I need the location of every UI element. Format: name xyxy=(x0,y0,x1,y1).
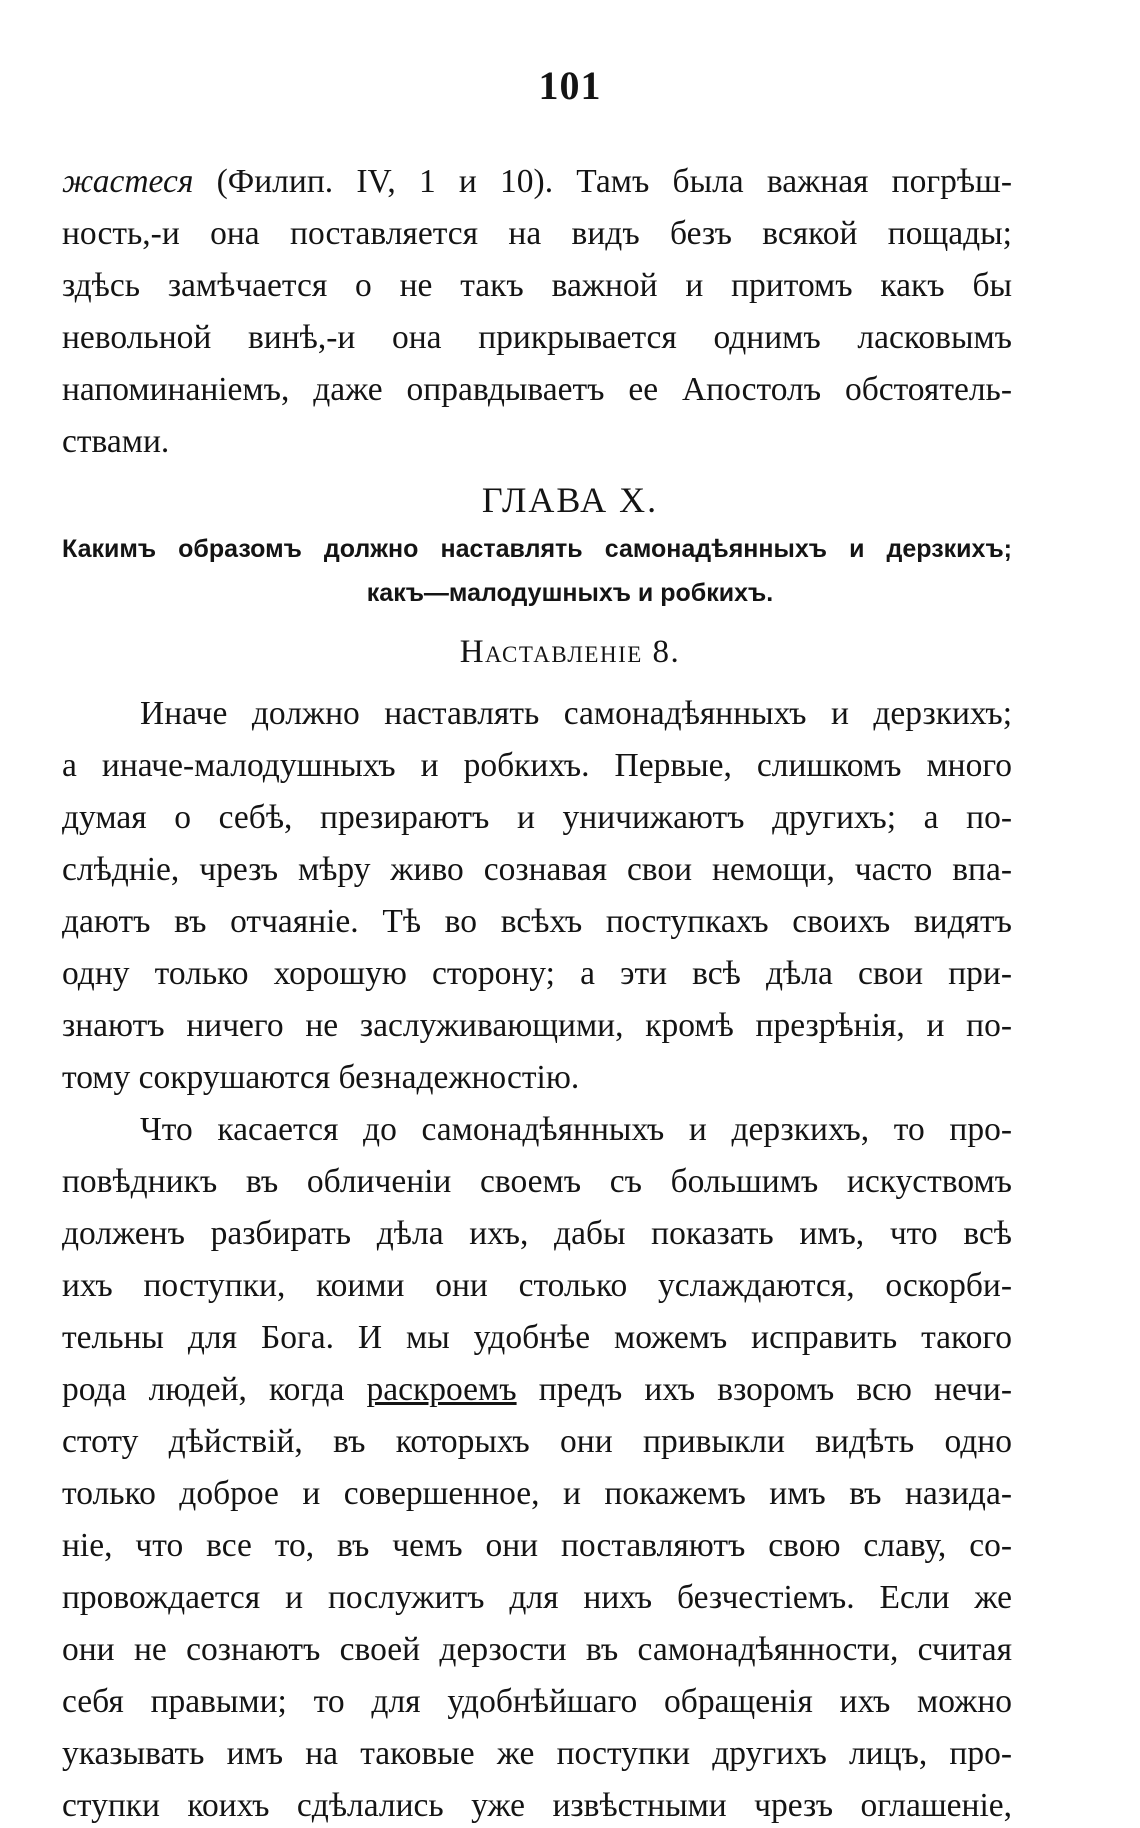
text-line: слѣдніе, чрезъ мѣру живо сознавая свои немощи, часто впа- xyxy=(62,851,1012,888)
text-line: даютъ въ отчаяніе. Тѣ во всѣхъ поступкахъ своихъ видятъ xyxy=(62,903,1012,940)
text-line: ствами. xyxy=(62,423,170,460)
text-span: предъ ихъ взоромъ всю нечи- xyxy=(516,1371,1012,1408)
text-line: долженъ разбирать дѣла ихъ, дабы показать имъ, что всѣ xyxy=(62,1215,1012,1252)
text-line: здѣсь замѣчается о не такъ важной и притомъ какъ бы xyxy=(62,267,1012,304)
text-span: рода людей, когда xyxy=(62,1371,367,1408)
text-line: ность,-и она поставляется на видъ безъ всякой пощады; xyxy=(62,215,1012,252)
instruction-title: Наставленіе 8. xyxy=(459,634,681,670)
text-line: себя правыми; то для удобнѣйшаго обращенія ихъ можно xyxy=(62,1683,1012,1720)
text-line: Что касается до самонадѣянныхъ и дерзкихъ, то про- xyxy=(140,1111,1012,1148)
text-line: одну только хорошую сторону; а эти всѣ дѣла свои при- xyxy=(62,955,1012,992)
text-line: они не сознаютъ своей дерзости въ самонадѣянности, считая xyxy=(62,1631,1012,1668)
text-line: тельны для Бога. И мы удобнѣе можемъ исправить такого xyxy=(62,1319,1012,1356)
chapter-title: ГЛАВА X. xyxy=(481,480,659,520)
text-line xyxy=(62,160,1012,204)
text-line: знаютъ ничего не заслуживающими, кромѣ презрѣнія, и по- xyxy=(62,1007,1012,1044)
text-line: тому сокрушаются безнадежностію. xyxy=(62,1059,580,1096)
underlined-word: раскроемъ xyxy=(366,1371,517,1408)
text-line: ступки коихъ сдѣлались уже извѣстными чрезъ оглашеніе, xyxy=(62,1787,1012,1824)
text-line: ніе, что все то, въ чемъ они поставляютъ свою славу, со- xyxy=(62,1527,1012,1564)
text-line xyxy=(62,1368,1012,1412)
text-line: стоту дѣйствій, въ которыхъ они привыкли видѣть одно xyxy=(62,1423,1012,1460)
text-line: провождается и послужитъ для нихъ безчестіемъ. Если же xyxy=(62,1579,1012,1616)
chapter-subtitle-line-1: Какимъ образомъ должно наставлять самонадѣянныхъ и дерзкихъ; xyxy=(62,535,1012,563)
text-line: Иначе должно наставлять самонадѣянныхъ и дерзкихъ; xyxy=(140,695,1012,732)
text-line: а иначе-малодушныхъ и робкихъ. Первые, слишкомъ много xyxy=(62,747,1012,784)
text-line: только доброе и совершенное, и покажемъ имъ въ назида- xyxy=(62,1475,1012,1512)
text-line: указывать имъ на таковые же поступки другихъ лицъ, про- xyxy=(62,1735,1012,1772)
text-line: думая о себѣ, презираютъ и уничижаютъ другихъ; а по- xyxy=(62,799,1012,836)
text-line: напоминаніемъ, даже оправдываетъ ее Апостолъ обстоятель- xyxy=(62,371,1012,408)
page-number: 101 xyxy=(538,63,602,108)
text-line: повѣдникъ въ обличеніи своемъ съ большимъ искуствомъ xyxy=(62,1163,1012,1200)
chapter-subtitle-line-2: какъ—малодушныхъ и робкихъ. xyxy=(366,579,774,607)
text-line: невольной винѣ,-и она прикрывается однимъ ласковымъ xyxy=(62,319,1012,356)
text-line: ихъ поступки, коими они столько услаждаются, оскорби- xyxy=(62,1267,1012,1304)
text-span: (Филип. IV, 1 и 10). Тамъ была важная погрѣш- xyxy=(193,163,1012,200)
italic-word: жастеся xyxy=(62,163,194,200)
